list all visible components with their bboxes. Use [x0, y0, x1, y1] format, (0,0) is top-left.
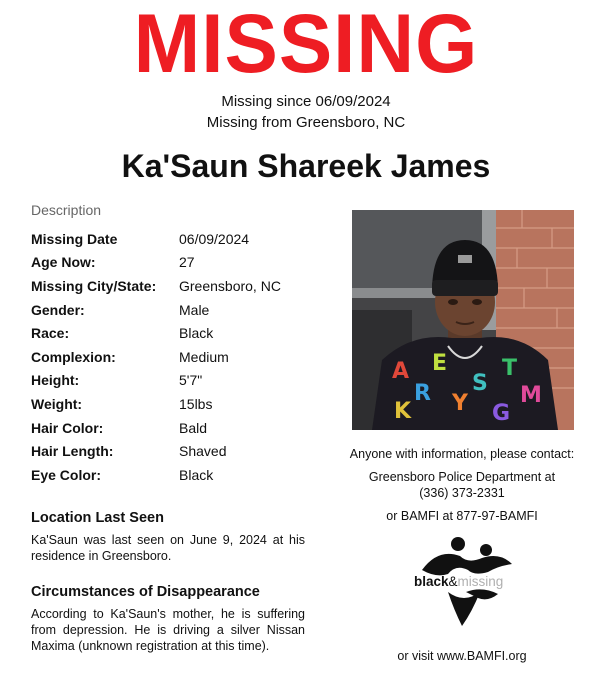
detail-value: 5'7"	[179, 372, 203, 389]
location-title: Location Last Seen	[31, 510, 164, 526]
person-name: Ka'Saun Shareek James	[121, 148, 491, 184]
missing-from-text: Missing from Greensboro, NC	[206, 114, 406, 131]
circumstances-text: According to Ka'Saun's mother, he is suffering from depression. He is driving a silver Nissan Maxima (unknown registration at this time).	[31, 607, 305, 653]
svg-text:S: S	[472, 371, 488, 396]
svg-text:T: T	[502, 356, 518, 381]
details-table	[31, 227, 281, 487]
contact-agency: Greensboro Police Department at	[368, 470, 556, 484]
contact-intro: Anyone with information, please contact:	[349, 447, 575, 461]
detail-value: 06/09/2024	[179, 230, 250, 247]
detail-value: Black	[179, 466, 214, 483]
contact-phone: (336) 373-2331	[419, 486, 505, 500]
detail-label: Missing City/State:	[31, 277, 157, 294]
person-photo	[352, 210, 574, 430]
svg-text:A: A	[392, 359, 410, 384]
detail-label: Hair Color:	[31, 419, 104, 436]
description-label: Description	[31, 202, 102, 218]
detail-row-city-state	[31, 274, 281, 298]
bamfi-website: or visit www.BAMFI.org	[397, 649, 527, 663]
detail-row-gender	[31, 298, 281, 322]
detail-value: Male	[179, 301, 210, 318]
black-and-missing-logo	[408, 534, 518, 630]
detail-value: 15lbs	[179, 395, 213, 412]
detail-row-missing-date	[31, 227, 281, 251]
detail-label: Height:	[31, 372, 80, 389]
svg-text:R: R	[414, 381, 431, 406]
location-text: Ka'Saun was last seen on June 9, 2024 at his residence in Greensboro.	[31, 533, 305, 563]
detail-row-hair-color	[31, 416, 281, 440]
detail-value: Black	[179, 325, 214, 342]
detail-label: Race:	[31, 325, 70, 342]
logo-text-amp: &	[448, 574, 458, 589]
detail-label: Gender:	[31, 301, 85, 318]
detail-value: Medium	[179, 348, 229, 365]
detail-value: 27	[179, 254, 195, 271]
svg-text:K: K	[394, 399, 412, 424]
logo-text-missing: missing	[457, 574, 504, 589]
detail-row-eye-color	[31, 463, 281, 487]
detail-label: Age Now:	[31, 254, 96, 271]
detail-label: Weight:	[31, 395, 83, 412]
contact-bamfi: or BAMFI at 877-97-BAMFI	[386, 509, 538, 523]
detail-value: Greensboro, NC	[179, 277, 281, 294]
svg-text:M: M	[520, 383, 542, 408]
detail-row-age	[31, 251, 281, 275]
logo-text-black: black	[414, 574, 449, 589]
detail-row-weight	[31, 392, 281, 416]
detail-label: Complexion:	[31, 348, 116, 365]
detail-row-complexion	[31, 345, 281, 369]
svg-text:G: G	[492, 401, 511, 426]
missing-headline: MISSING	[133, 0, 479, 90]
detail-label: Missing Date	[31, 230, 118, 247]
svg-text:E: E	[432, 351, 448, 376]
detail-row-height	[31, 369, 281, 393]
detail-row-race	[31, 321, 281, 345]
detail-label: Hair Length:	[31, 443, 114, 460]
svg-text:Y: Y	[452, 391, 468, 416]
circumstances-title: Circumstances of Disappearance	[31, 584, 260, 600]
detail-value: Shaved	[179, 443, 227, 460]
detail-value: Bald	[179, 419, 208, 436]
detail-label: Eye Color:	[31, 466, 102, 483]
missing-since-text: Missing since 06/09/2024	[221, 93, 391, 110]
detail-row-hair-length	[31, 439, 281, 463]
logo-wordmark	[414, 574, 503, 589]
